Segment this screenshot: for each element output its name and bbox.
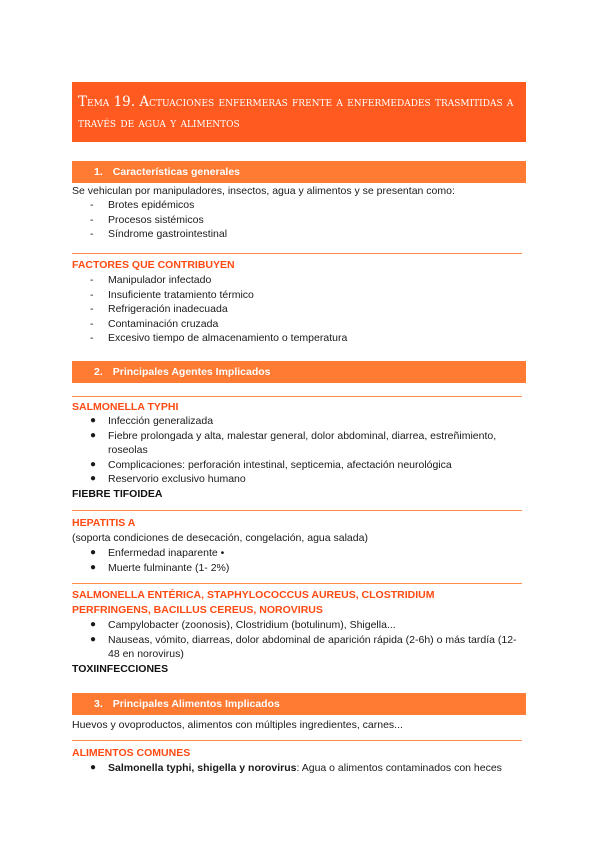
divider: [72, 510, 522, 511]
list-item: ● Reservorio exclusivo humano: [90, 473, 246, 485]
hepatitis-note: (soporta condiciones de desecación, congelación, agua salada): [72, 532, 368, 544]
list-item: - Brotes epidémicos: [72, 198, 522, 213]
alimentos-list: [72, 761, 524, 776]
list-item: - Síndrome gastrointestinal: [72, 227, 522, 242]
list-item: - Contaminación cruzada: [72, 317, 522, 332]
hepatitis-heading: HEPATITIS A: [72, 517, 136, 529]
list-item: ● Complicaciones: perforación intestinal, septicemia, afectación neurológica: [90, 458, 452, 471]
divider: [72, 253, 522, 254]
bullet-icon: ●: [90, 473, 97, 484]
list-item: - Procesos sistémicos: [72, 213, 522, 228]
characteristics-list: [72, 198, 522, 242]
list-item: - Manipulador infectado: [72, 273, 522, 288]
bullet-icon: ●: [90, 458, 97, 470]
bullet-icon: ●: [90, 547, 97, 558]
hepatitis-list: [72, 546, 524, 575]
list-item: - Excesivo tiempo de almacenamiento o temperatura: [72, 331, 522, 346]
divider: [72, 740, 522, 741]
bullet-icon: ●: [90, 429, 97, 441]
bullet-icon: ●: [90, 561, 97, 573]
bullet-icon: ●: [90, 762, 97, 773]
divider: [72, 583, 522, 584]
list-item: ● Salmonella typhi, shigella y norovirus: Agua o alimentos contaminados con heces: [90, 762, 502, 774]
section-intro: Se vehiculan por manipuladores, insectos, agua y alimentos y se presentan como:: [72, 185, 455, 197]
section-header-2: [72, 361, 526, 383]
divider: [72, 396, 522, 397]
section-title: Principales Agentes Implicados: [112, 366, 271, 378]
list-item: ● Nauseas, vómito, diarreas, dolor abdominal de aparición rápida (2-6h) o más tardía (12-48 en norovirus): [90, 633, 517, 660]
section-title: Características generales: [112, 166, 241, 178]
list-item: ● Enfermedad inaparente •: [90, 547, 225, 559]
alimentos-heading: ALIMENTOS COMUNES: [72, 747, 191, 759]
factores-heading: FACTORES QUE CONTRIBUYEN: [72, 259, 235, 271]
section-title: Principales Alimentos Implicados: [112, 698, 280, 710]
list-item: ● Muerte fulminante (1- 2%): [90, 561, 230, 574]
salmonella-typhi-heading: SALMONELLA TYPHI: [72, 401, 179, 413]
bullet-icon: ●: [90, 633, 97, 645]
section-number: 1.: [94, 166, 103, 178]
toxi-heading-line1: SALMONELLA ENTÉRICA, STAPHYLOCOCCUS AUREUS, CLOSTRIDIUM: [72, 589, 435, 601]
list-item: - Refrigeración inadecuada: [72, 302, 522, 317]
fiebre-tifoidea-label: FIEBRE TIFOIDEA: [72, 488, 163, 500]
list-item: - Insuficiente tratamiento térmico: [72, 288, 522, 303]
section-header-1: [72, 161, 526, 183]
toxi-heading-line2: PERFRINGENS, BACILLUS CEREUS, NOROVIRUS: [72, 604, 323, 616]
list-item: ● Infección generalizada: [90, 415, 214, 427]
list-item: ● Fiebre prolongada y alta, malestar general, dolor abdominal, diarrea, estreñimiento, roseolas: [90, 429, 497, 456]
list-item: ● Campylobacter (zoonosis), Clostridium (botulinum), Shigella...: [90, 619, 396, 631]
section-header-3: [72, 693, 526, 715]
section-intro: Huevos y ovoproductos, alimentos con múltiples ingredientes, carnes...: [72, 719, 403, 731]
bullet-icon: ●: [90, 619, 97, 630]
section-number: 2.: [94, 366, 103, 378]
bullet-icon: ●: [90, 415, 97, 426]
page-title: Tema 19. Actuaciones enfermeras frente a enfermedades trasmitidas a través de agua y alimentos: [72, 82, 526, 142]
salmonella-typhi-list: [72, 414, 524, 487]
toxiinfecciones-label: TOXIINFECCIONES: [72, 663, 169, 675]
factores-list: [72, 273, 522, 346]
section-number: 3.: [94, 698, 103, 710]
toxi-list: [72, 618, 524, 662]
